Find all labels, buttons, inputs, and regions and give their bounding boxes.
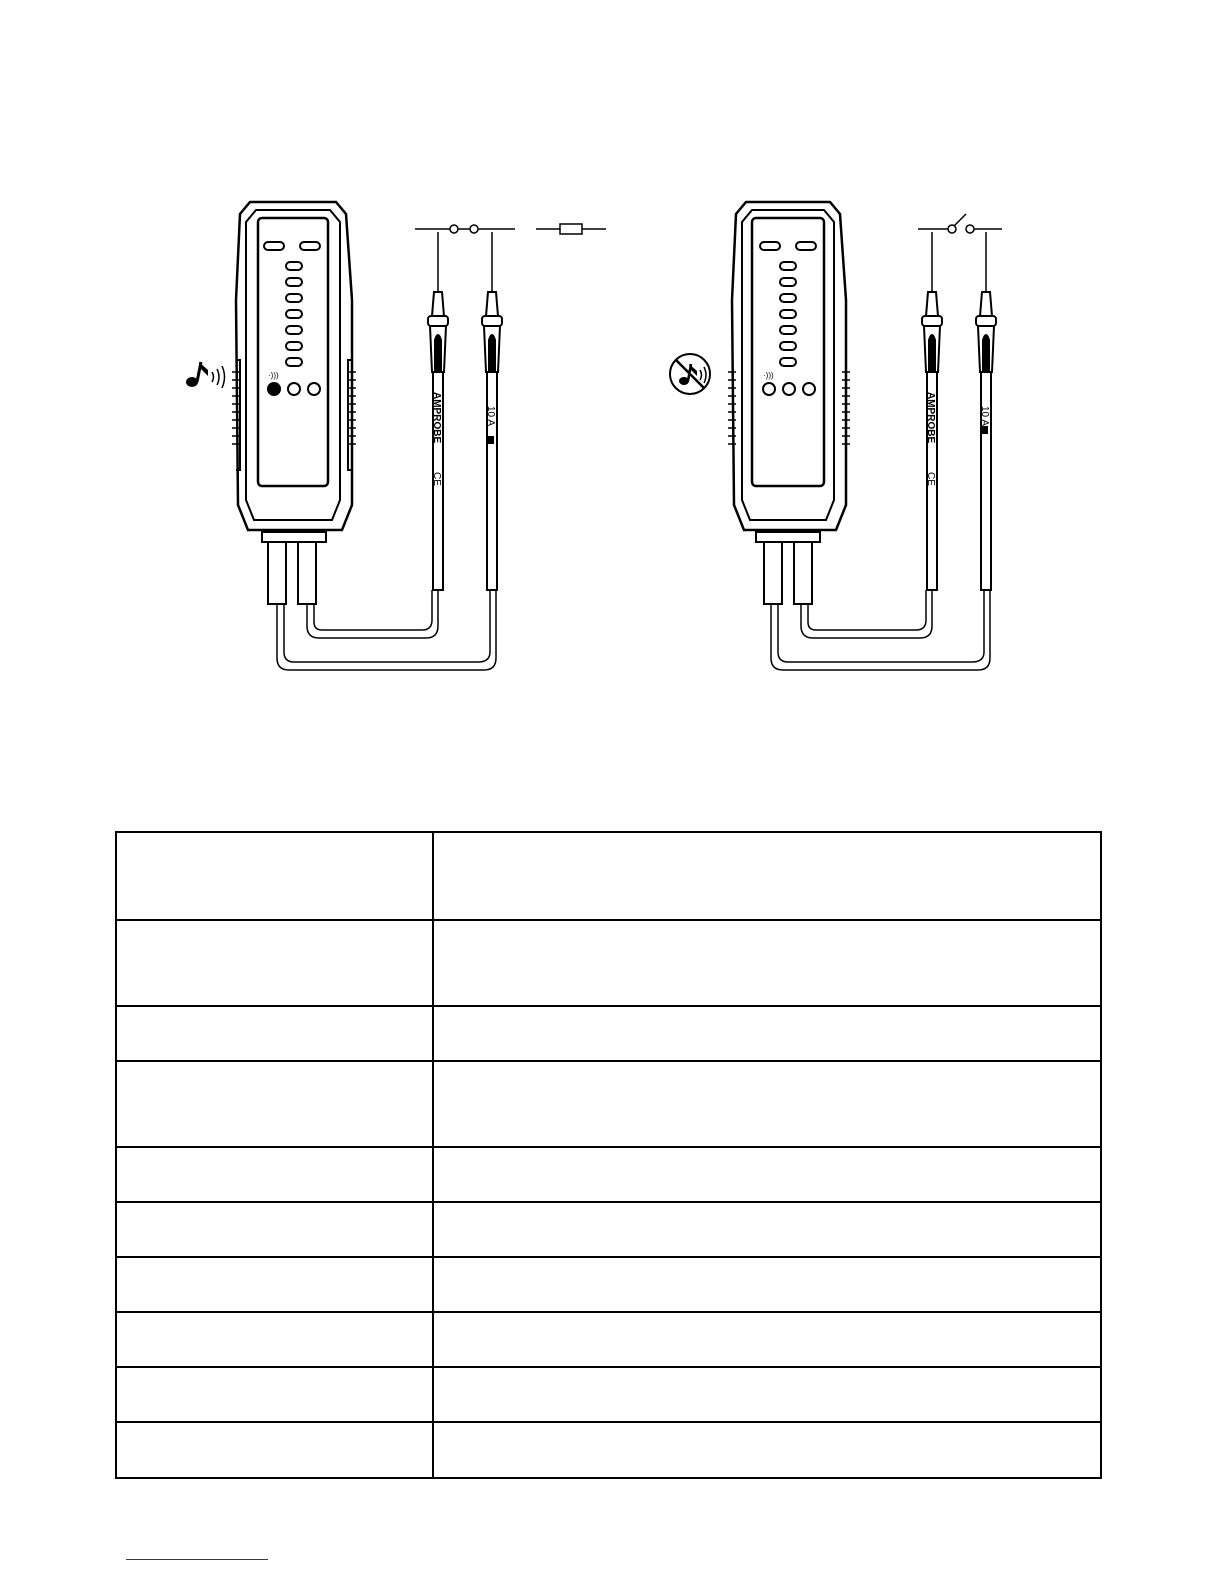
left-probe-fuse-mark <box>486 436 494 444</box>
table-row <box>116 1061 1101 1147</box>
table-cell <box>116 1257 433 1312</box>
left-probe-ce-mark: CE <box>431 472 442 486</box>
table-cell <box>433 1367 1101 1422</box>
table-row <box>116 920 1101 1006</box>
right-probe-rating: 10 A <box>979 406 990 427</box>
table-row <box>116 1312 1101 1367</box>
specification-table <box>115 831 1102 1479</box>
table-row <box>116 1202 1101 1257</box>
table-row <box>116 1422 1101 1478</box>
right-probe-brand: AMPROBE <box>925 392 936 444</box>
table-cell <box>116 1147 433 1202</box>
svg-text:·))): ·))) <box>763 371 774 380</box>
continuity-test-illustration <box>0 0 1224 720</box>
right-probe-fuse-mark <box>980 426 988 434</box>
table-cell <box>116 920 433 1006</box>
table-cell <box>116 1422 433 1478</box>
table-cell <box>433 1202 1101 1257</box>
table-cell <box>433 1061 1101 1147</box>
table-cell <box>433 832 1101 920</box>
right-voltage-tester <box>728 202 990 670</box>
table-cell <box>433 1147 1101 1202</box>
sound-off-icon <box>670 354 710 394</box>
table-row <box>116 832 1101 920</box>
left-circuit-symbol <box>415 224 606 234</box>
table-cell <box>116 1006 433 1061</box>
left-voltage-tester <box>232 202 496 670</box>
table-row <box>116 1147 1101 1202</box>
footer-rule <box>126 1559 268 1560</box>
table-cell <box>116 1312 433 1367</box>
table-cell <box>433 1312 1101 1367</box>
table-cell <box>433 1422 1101 1478</box>
table-cell <box>116 832 433 920</box>
table-row <box>116 1006 1101 1061</box>
table-cell <box>116 1061 433 1147</box>
left-probe-brand: AMPROBE <box>431 392 442 444</box>
table-row <box>116 1367 1101 1422</box>
sound-on-icon <box>186 362 225 388</box>
table-row <box>116 1257 1101 1312</box>
svg-text:·))): ·))) <box>268 371 279 380</box>
table-cell <box>433 1006 1101 1061</box>
left-probe-rating: 10 A <box>485 406 496 427</box>
right-probe-ce-mark: CE <box>925 472 936 486</box>
table-cell <box>116 1367 433 1422</box>
table-cell <box>116 1202 433 1257</box>
right-circuit-symbol <box>918 214 1002 233</box>
table-cell <box>433 1257 1101 1312</box>
table-cell <box>433 920 1101 1006</box>
